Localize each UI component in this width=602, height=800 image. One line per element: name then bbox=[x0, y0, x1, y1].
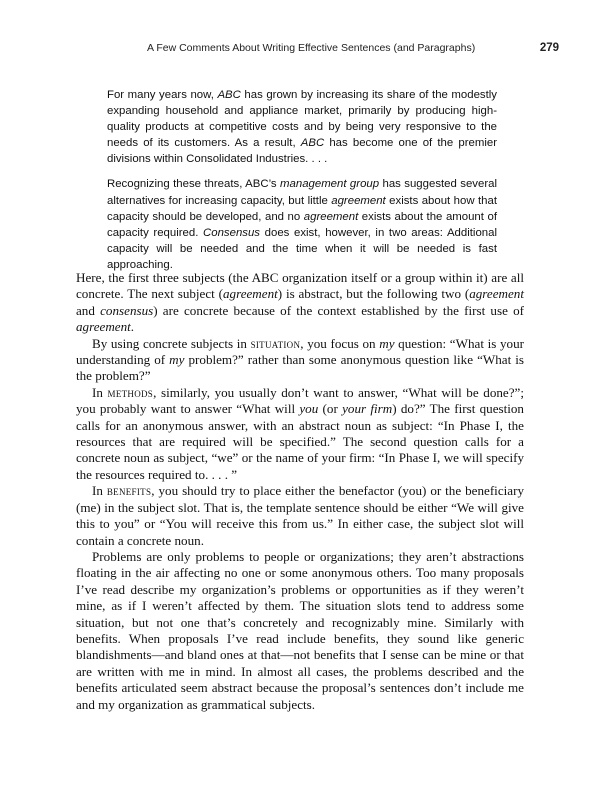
emphasis: consensus bbox=[100, 302, 154, 318]
block-quote-1 bbox=[107, 87, 497, 167]
body-text bbox=[76, 270, 524, 713]
emphasis: my bbox=[379, 335, 395, 351]
quote-emphasis: Consensus bbox=[203, 226, 261, 239]
quote-emphasis: ABC bbox=[300, 137, 325, 150]
emphasis: your firm bbox=[342, 401, 393, 417]
emphasis: agreement bbox=[76, 319, 131, 335]
small-caps-term: situation bbox=[250, 335, 301, 351]
text-run: . bbox=[130, 319, 135, 335]
block-quote-2 bbox=[107, 176, 497, 273]
paragraph-3 bbox=[76, 385, 524, 483]
text-run: In bbox=[92, 384, 108, 400]
quote-text: has suggested several alternatives for increasing capacity, but little bbox=[107, 178, 497, 207]
text-run: , you focus on bbox=[300, 335, 380, 351]
text-run: ) are concrete because of the context established by the first use of bbox=[153, 302, 524, 318]
paragraph-4 bbox=[76, 483, 524, 549]
text-run: , similarly, you usually don’t want to answer, “What will be done?”; you probably want to answer “What will bbox=[76, 384, 524, 417]
text-run: ) do?” The first question calls for an anonymous answer, with an abstract noun as subject: “In Phase I, the resources that are required will be specified.” The second question calls for a concrete noun as subject, “we” or the name of your firm: “In Phase I, we will specify the resources required to. . . . ” bbox=[76, 401, 524, 482]
quote-text: has become one of the premier divisions within Consolidated Industries. . . . bbox=[107, 137, 497, 166]
quote-text: does exist, however, in two areas: Additional capacity will be needed and the time when it will be needed is fast approaching. bbox=[107, 226, 497, 271]
small-caps-term: methods bbox=[107, 384, 154, 400]
text-run: , you should try to place either the benefactor (you) or the beneficiary (me) in the subject slot. That is, the template sentence should be either “We will give this to you” or “You will receive this from us.” In either case, the subject slot will contain a concrete noun. bbox=[76, 483, 524, 548]
paragraph-1 bbox=[76, 270, 524, 336]
text-run: ) is abstract, but the following two ( bbox=[277, 286, 470, 302]
emphasis: agreement bbox=[469, 286, 524, 302]
emphasis: agreement bbox=[222, 286, 278, 302]
text-run: and bbox=[76, 302, 101, 318]
quote-text: Recognizing these threats, ABC’s bbox=[107, 178, 281, 191]
text-run: Here, the first three subjects (the ABC organization itself or a group within it) are all concrete. The next subject ( bbox=[76, 270, 524, 302]
quote-emphasis: agreement bbox=[331, 194, 386, 207]
quote-text: exists about how that capacity should be developed, and no bbox=[107, 194, 497, 223]
quote-text: exists about the amount of capacity required. bbox=[107, 210, 497, 239]
text-run: By using concrete subjects in bbox=[92, 335, 251, 351]
quote-text: For many years now, bbox=[107, 89, 218, 101]
quote-emphasis: ABC bbox=[217, 89, 241, 101]
page-number: 279 bbox=[539, 42, 559, 54]
text-run: question: “What is your understanding of bbox=[76, 335, 524, 368]
text-run: (or bbox=[318, 401, 343, 417]
emphasis: my bbox=[169, 352, 185, 368]
paragraph-2 bbox=[76, 336, 524, 385]
quote-emphasis: management group bbox=[280, 178, 380, 191]
emphasis: you bbox=[299, 401, 319, 417]
block-quotes bbox=[107, 87, 497, 282]
quote-emphasis: agreement bbox=[303, 210, 359, 223]
running-header bbox=[0, 42, 602, 58]
paragraph-5: Problems are only problems to people or organizations; they aren’t abstractions floating in the air affecting no one or some anonymous others. Too many proposals I’ve read describe my organization’s problems or opportunities as if they weren’t mine, as if I weren’t affected by them. The situation slots tend to address some situation, but not one that’s concretely and recognizably mine. Similarly with benefits. When proposals I’ve read include benefits, they sound like generic blandishments—and bland ones at that—not benefits that I sense can be mine or that are written with me in mind. In almost all cases, the problems described and the benefits articulated seem abstract because the proposal’s sentences don’t include me and my organization as grammatical subjects. bbox=[76, 548, 524, 712]
quote-text: has grown by increasing its share of the modestly expanding household and appliance market, primarily by producing high-quality products at competitive costs and by being very responsive to the needs of its customers. As a result, bbox=[107, 89, 497, 150]
running-title: A Few Comments About Writing Effective Sentences (and Paragraphs) bbox=[147, 42, 476, 54]
text-run: In bbox=[92, 483, 107, 499]
small-caps-term: benefits bbox=[106, 483, 152, 499]
text-run: problem?” rather than some anonymous question like “What is the problem?” bbox=[76, 352, 525, 384]
